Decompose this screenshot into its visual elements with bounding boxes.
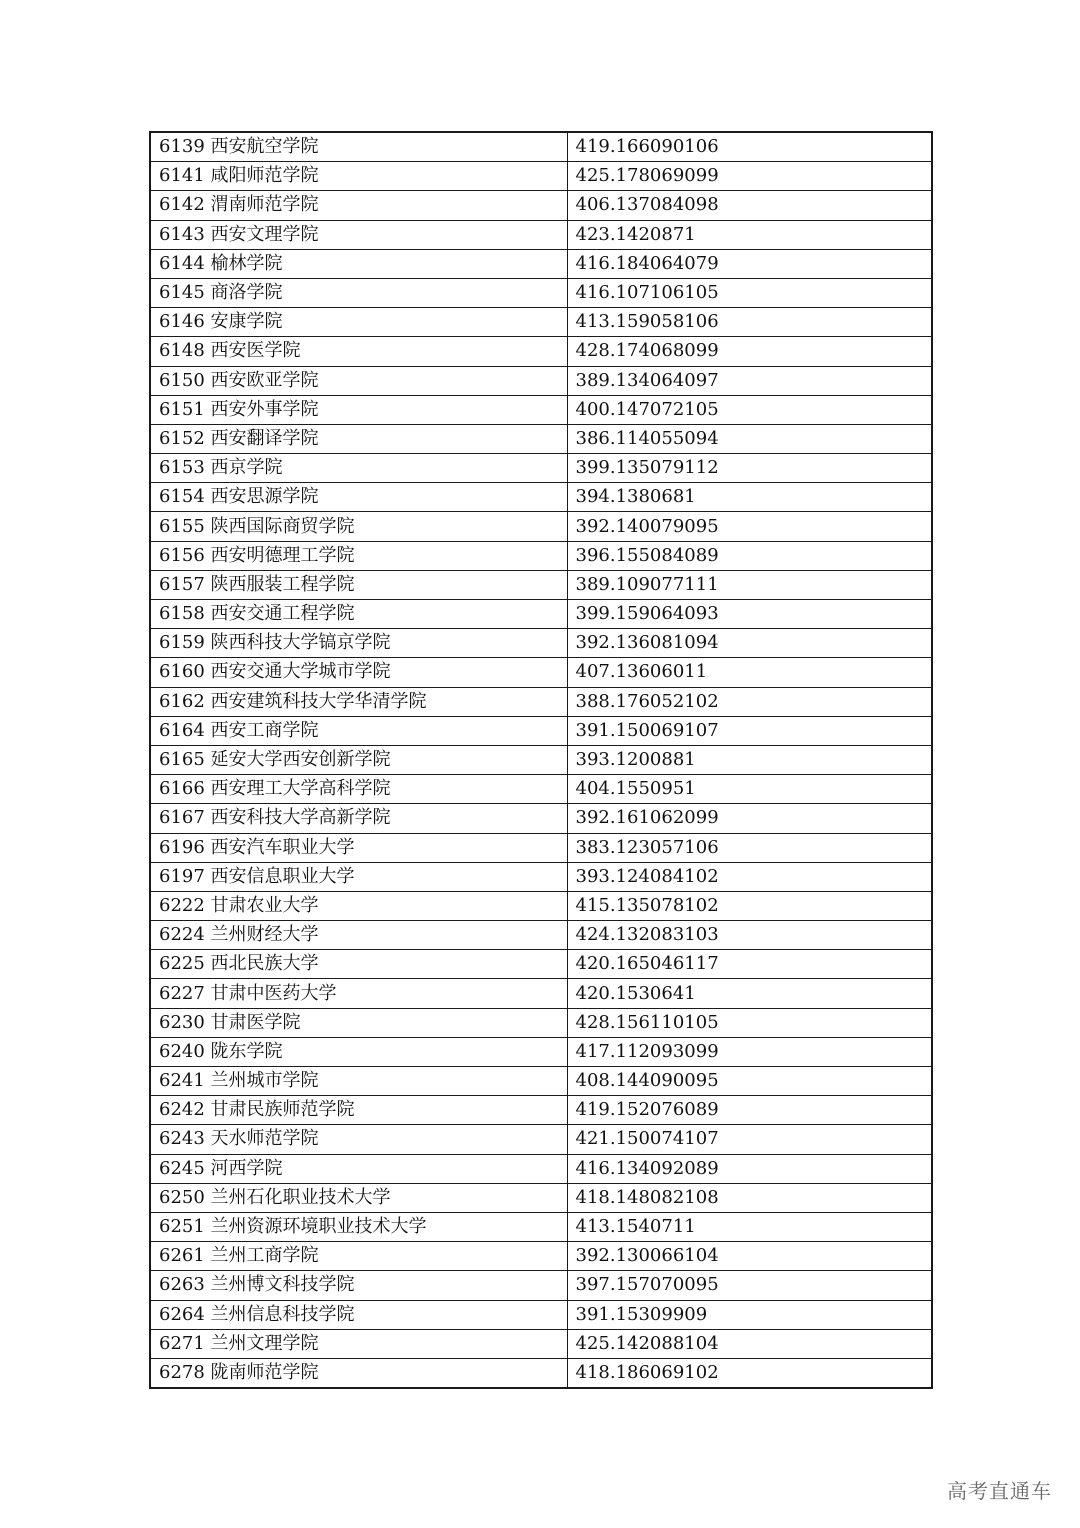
- table-row: [150, 862, 932, 891]
- score-cell: 423.1420871: [567, 220, 932, 249]
- table-row: [150, 220, 932, 249]
- table-row: [150, 891, 932, 920]
- score-cell: 383.123057106: [567, 833, 932, 862]
- table-row: [150, 483, 932, 512]
- school-cell: 6222 甘肃农业大学: [150, 891, 567, 920]
- school-cell: 6152 西安翻译学院: [150, 424, 567, 453]
- table-row: [150, 1008, 932, 1037]
- table-row: [150, 1212, 932, 1241]
- school-cell: 6225 西北民族大学: [150, 950, 567, 979]
- score-cell: 389.134064097: [567, 366, 932, 395]
- score-cell: 421.150074107: [567, 1125, 932, 1154]
- table-row: [150, 366, 932, 395]
- score-cell: 416.184064079: [567, 249, 932, 278]
- table-row: [150, 249, 932, 278]
- school-cell: 6142 渭南师范学院: [150, 191, 567, 220]
- school-cell: 6224 兰州财经大学: [150, 921, 567, 950]
- score-cell: 392.130066104: [567, 1242, 932, 1271]
- table-row: [150, 454, 932, 483]
- table-row: [150, 278, 932, 307]
- score-cell: 418.186069102: [567, 1358, 932, 1388]
- score-cell: 419.166090106: [567, 132, 932, 162]
- table-row: [150, 1125, 932, 1154]
- score-cell: 392.161062099: [567, 804, 932, 833]
- school-cell: 6155 陕西国际商贸学院: [150, 512, 567, 541]
- score-cell: 407.13606011: [567, 658, 932, 687]
- table-row: [150, 716, 932, 745]
- school-cell: 6166 西安理工大学高科学院: [150, 775, 567, 804]
- school-cell: 6144 榆林学院: [150, 249, 567, 278]
- score-cell: 418.148082108: [567, 1183, 932, 1212]
- school-cell: 6240 陇东学院: [150, 1037, 567, 1066]
- score-cell: 420.1530641: [567, 979, 932, 1008]
- table-row: [150, 162, 932, 191]
- score-cell: 404.1550951: [567, 775, 932, 804]
- school-cell: 6243 天水师范学院: [150, 1125, 567, 1154]
- table-row: [150, 308, 932, 337]
- table-row: [150, 1242, 932, 1271]
- score-table-body: [150, 132, 932, 1388]
- score-cell: 428.156110105: [567, 1008, 932, 1037]
- school-cell: 6154 西安思源学院: [150, 483, 567, 512]
- table-row: [150, 1037, 932, 1066]
- score-cell: 394.1380681: [567, 483, 932, 512]
- school-cell: 6167 西安科技大学高新学院: [150, 804, 567, 833]
- school-cell: 6153 西京学院: [150, 454, 567, 483]
- school-cell: 6150 西安欧亚学院: [150, 366, 567, 395]
- table-row: [150, 1154, 932, 1183]
- watermark-text: 高考直通车: [947, 1479, 1052, 1503]
- school-cell: 6160 西安交通大学城市学院: [150, 658, 567, 687]
- table-row: [150, 658, 932, 687]
- score-cell: 392.136081094: [567, 629, 932, 658]
- school-cell: 6261 兰州工商学院: [150, 1242, 567, 1271]
- school-cell: 6242 甘肃民族师范学院: [150, 1096, 567, 1125]
- score-cell: 425.178069099: [567, 162, 932, 191]
- school-cell: 6250 兰州石化职业技术大学: [150, 1183, 567, 1212]
- school-cell: 6162 西安建筑科技大学华清学院: [150, 687, 567, 716]
- table-row: [150, 600, 932, 629]
- table-row: [150, 1183, 932, 1212]
- school-cell: 6165 延安大学西安创新学院: [150, 745, 567, 774]
- school-cell: 6156 西安明德理工学院: [150, 541, 567, 570]
- school-cell: 6251 兰州资源环境职业技术大学: [150, 1212, 567, 1241]
- score-cell: 389.109077111: [567, 570, 932, 599]
- table-row: [150, 921, 932, 950]
- school-cell: 6197 西安信息职业大学: [150, 862, 567, 891]
- score-cell: 393.1200881: [567, 745, 932, 774]
- table-row: [150, 132, 932, 162]
- score-cell: 396.155084089: [567, 541, 932, 570]
- table-row: [150, 570, 932, 599]
- school-cell: 6141 咸阳师范学院: [150, 162, 567, 191]
- school-cell: 6263 兰州博文科技学院: [150, 1271, 567, 1300]
- table-row: [150, 191, 932, 220]
- table-row: [150, 687, 932, 716]
- table-row: [150, 541, 932, 570]
- score-cell: 420.165046117: [567, 950, 932, 979]
- score-cell: 416.107106105: [567, 278, 932, 307]
- score-cell: 415.135078102: [567, 891, 932, 920]
- table-row: [150, 1358, 932, 1388]
- score-cell: 399.135079112: [567, 454, 932, 483]
- table-row: [150, 1300, 932, 1329]
- table-row: [150, 745, 932, 774]
- score-cell: 413.159058106: [567, 308, 932, 337]
- school-cell: 6146 安康学院: [150, 308, 567, 337]
- table-row: [150, 775, 932, 804]
- table-row: [150, 804, 932, 833]
- score-cell: 428.174068099: [567, 337, 932, 366]
- score-cell: 417.112093099: [567, 1037, 932, 1066]
- school-cell: 6264 兰州信息科技学院: [150, 1300, 567, 1329]
- school-cell: 6278 陇南师范学院: [150, 1358, 567, 1388]
- school-cell: 6143 西安文理学院: [150, 220, 567, 249]
- score-cell: 419.152076089: [567, 1096, 932, 1125]
- school-cell: 6164 西安工商学院: [150, 716, 567, 745]
- table-row: [150, 1271, 932, 1300]
- school-cell: 6148 西安医学院: [150, 337, 567, 366]
- table-row: [150, 424, 932, 453]
- table-row: [150, 629, 932, 658]
- score-cell: 424.132083103: [567, 921, 932, 950]
- score-table: [149, 131, 933, 1389]
- score-cell: 393.124084102: [567, 862, 932, 891]
- score-cell: 392.140079095: [567, 512, 932, 541]
- score-cell: 388.176052102: [567, 687, 932, 716]
- school-cell: 6145 商洛学院: [150, 278, 567, 307]
- school-cell: 6196 西安汽车职业大学: [150, 833, 567, 862]
- table-row: [150, 337, 932, 366]
- table-row: [150, 1067, 932, 1096]
- school-cell: 6245 河西学院: [150, 1154, 567, 1183]
- score-cell: 406.137084098: [567, 191, 932, 220]
- school-cell: 6230 甘肃医学院: [150, 1008, 567, 1037]
- school-cell: 6158 西安交通工程学院: [150, 600, 567, 629]
- school-cell: 6157 陕西服装工程学院: [150, 570, 567, 599]
- school-cell: 6151 西安外事学院: [150, 395, 567, 424]
- score-cell: 391.15309909: [567, 1300, 932, 1329]
- table-row: [150, 1096, 932, 1125]
- score-cell: 400.147072105: [567, 395, 932, 424]
- table-row: [150, 1329, 932, 1358]
- score-cell: 413.1540711: [567, 1212, 932, 1241]
- school-cell: 6139 西安航空学院: [150, 132, 567, 162]
- school-cell: 6271 兰州文理学院: [150, 1329, 567, 1358]
- table-row: [150, 950, 932, 979]
- score-cell: 416.134092089: [567, 1154, 932, 1183]
- school-cell: 6159 陕西科技大学镐京学院: [150, 629, 567, 658]
- score-cell: 391.150069107: [567, 716, 932, 745]
- table-row: [150, 512, 932, 541]
- school-cell: 6241 兰州城市学院: [150, 1067, 567, 1096]
- table-row: [150, 979, 932, 1008]
- score-cell: 386.114055094: [567, 424, 932, 453]
- table-row: [150, 833, 932, 862]
- score-cell: 408.144090095: [567, 1067, 932, 1096]
- score-cell: 397.157070095: [567, 1271, 932, 1300]
- table-row: [150, 395, 932, 424]
- school-cell: 6227 甘肃中医药大学: [150, 979, 567, 1008]
- score-cell: 399.159064093: [567, 600, 932, 629]
- score-cell: 425.142088104: [567, 1329, 932, 1358]
